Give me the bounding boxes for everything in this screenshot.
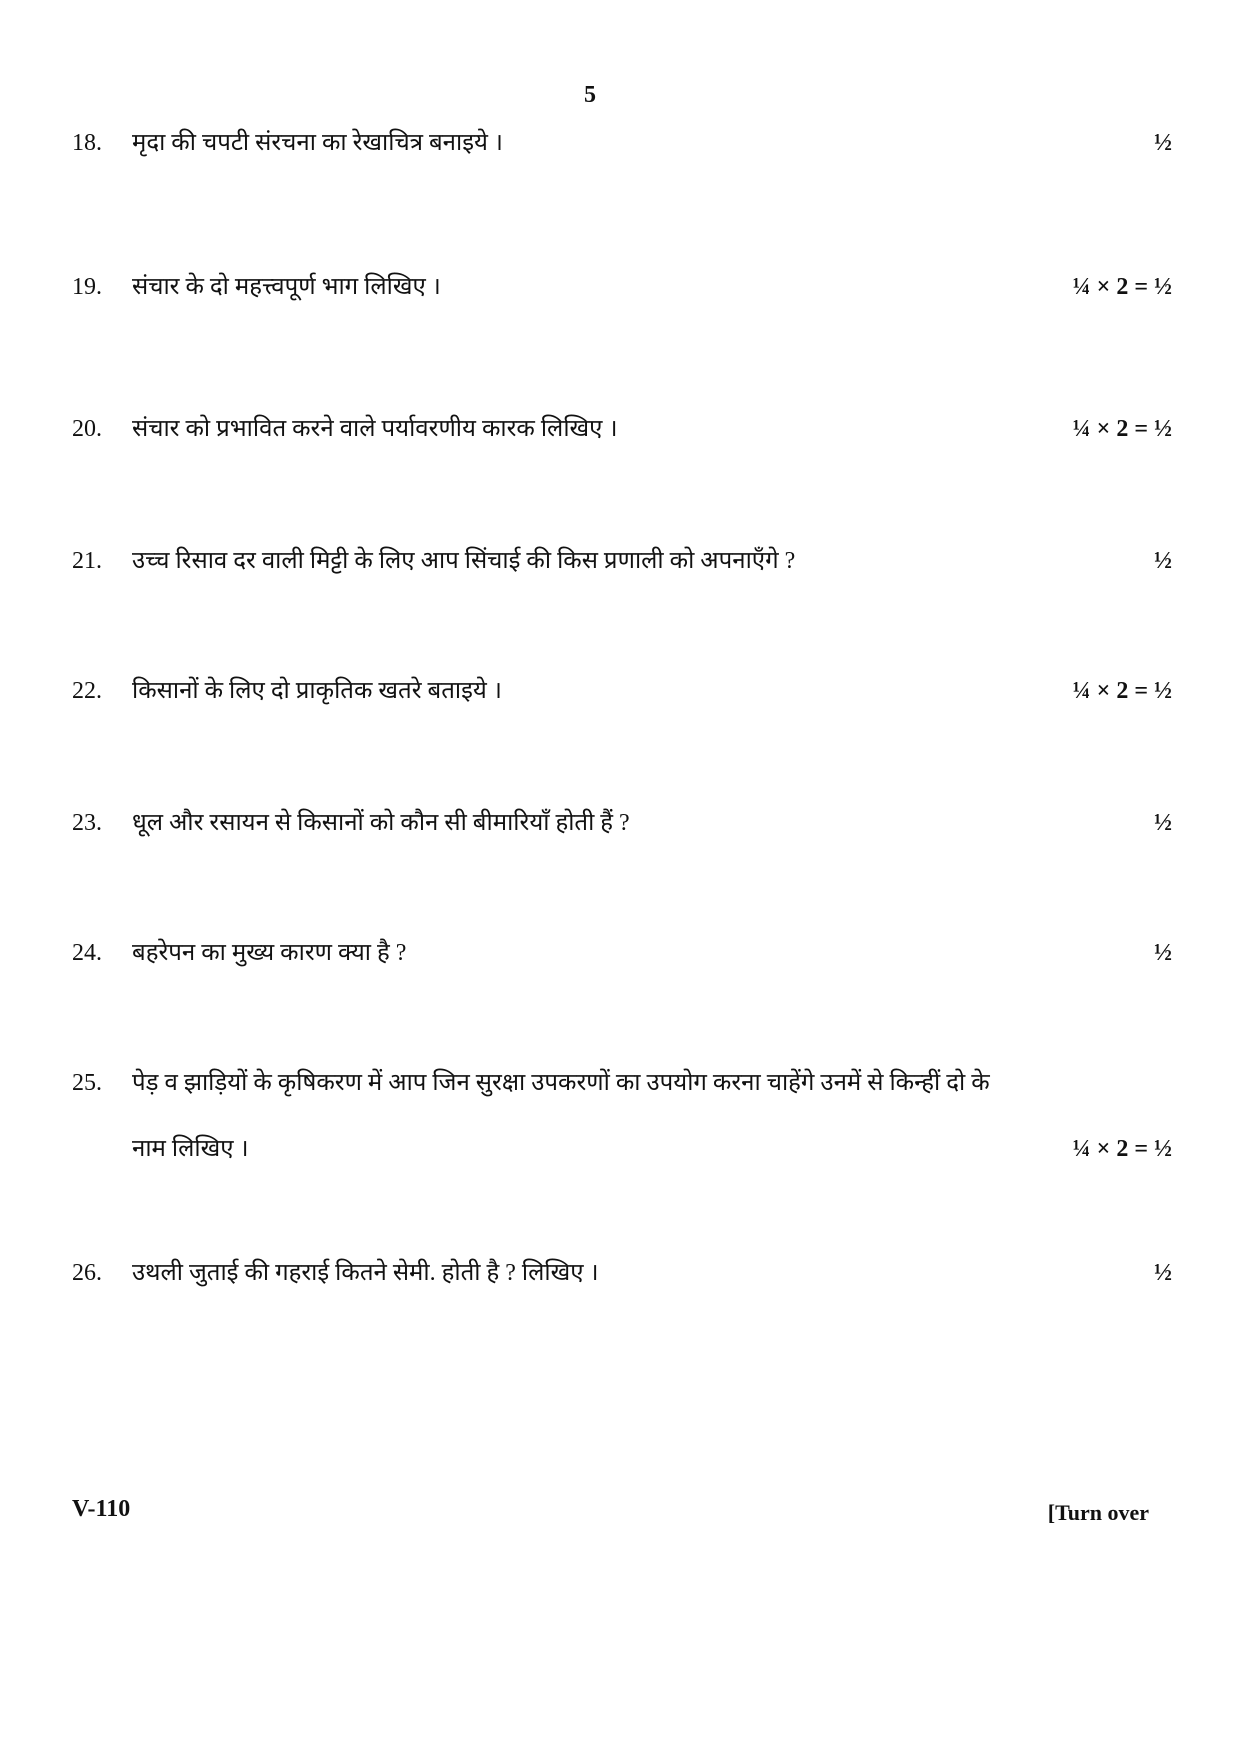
question-text: उच्च रिसाव दर वाली मिट्टी के लिए आप सिंचाई की किस प्रणाली को अपनाएँगे ?: [132, 548, 796, 574]
paper-code: V-110: [72, 1496, 131, 1522]
question-text: संचार के दो महत्त्वपूर्ण भाग लिखिए ।: [132, 274, 441, 300]
question-marks: ½: [1154, 548, 1172, 574]
question-number: 19.: [72, 274, 102, 300]
question-text: बहरेपन का मुख्य कारण क्या है ?: [132, 940, 407, 966]
question-text: धूल और रसायन से किसानों को कौन सी बीमारियाँ होती हैं ?: [132, 810, 630, 836]
question-number: 24.: [72, 940, 102, 966]
question-number: 22.: [72, 678, 102, 704]
question-number: 26.: [72, 1260, 102, 1286]
question-text: संचार को प्रभावित करने वाले पर्यावरणीय कारक लिखिए ।: [132, 416, 618, 442]
question-text: पेड़ व झाड़ियों के कृषिकरण में आप जिन सुरक्षा उपकरणों का उपयोग करना चाहेंगे उनमें से किन्हीं दो के: [132, 1070, 990, 1096]
question-number: 25.: [72, 1070, 102, 1096]
question-text: उथली जुताई की गहराई कितने सेमी. होती है ? लिखिए ।: [132, 1260, 599, 1286]
question-text: मृदा की चपटी संरचना का रेखाचित्र बनाइये ।: [132, 130, 504, 156]
question-marks: ½: [1154, 130, 1172, 156]
question-marks: ¼ × 2 = ½: [1072, 1136, 1172, 1162]
page-number: 5: [584, 82, 596, 108]
question-number: 23.: [72, 810, 102, 836]
question-marks: ½: [1154, 940, 1172, 966]
question-marks: ¼ × 2 = ½: [1072, 416, 1172, 442]
question-text: किसानों के लिए दो प्राकृतिक खतरे बताइये ।: [132, 678, 502, 704]
question-number: 20.: [72, 416, 102, 442]
question-marks: ½: [1154, 810, 1172, 836]
question-marks: ¼ × 2 = ½: [1072, 274, 1172, 300]
question-marks: ½: [1154, 1260, 1172, 1286]
question-text-continued: नाम लिखिए ।: [132, 1136, 249, 1162]
question-number: 21.: [72, 548, 102, 574]
question-marks: ¼ × 2 = ½: [1072, 678, 1172, 704]
question-number: 18.: [72, 130, 102, 156]
turn-over-note: [Turn over: [1047, 1500, 1149, 1525]
